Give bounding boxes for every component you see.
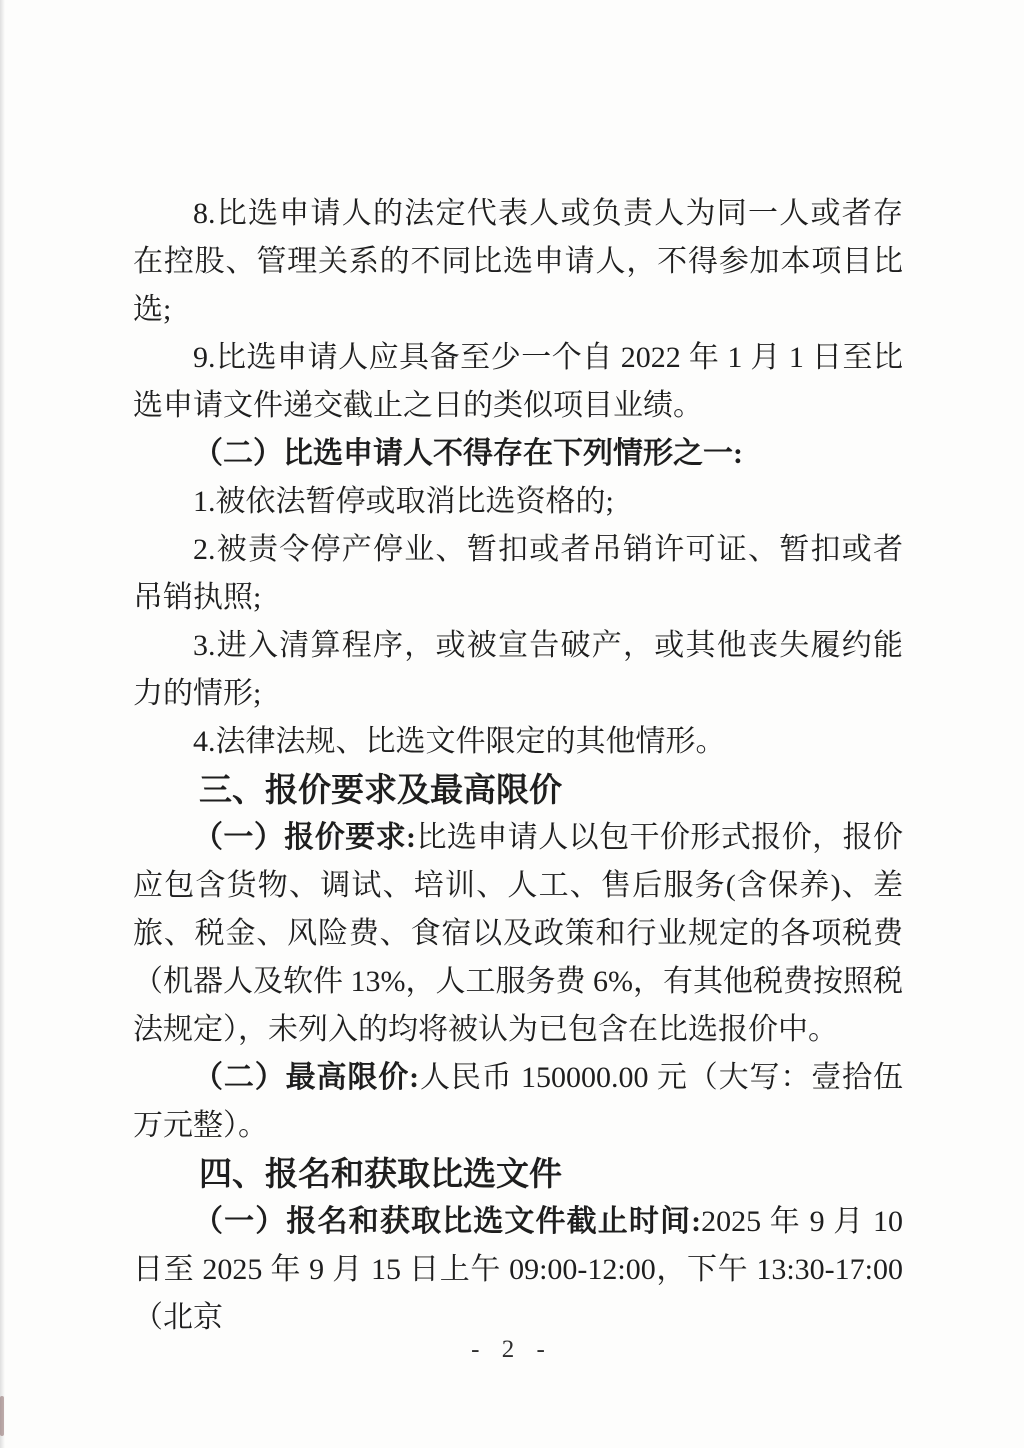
paragraph-text: 2.被责令停产停业、暂扣或者吊销许可证、暂扣或者吊销执照; [133, 533, 903, 614]
paragraph-text: 4.法律法规、比选文件限定的其他情形。 [193, 725, 726, 758]
registration-deadline-label: （一）报名和获取比选文件截止时间: [193, 1205, 702, 1238]
clause-item-9 [133, 334, 903, 430]
situation-item-2 [133, 526, 903, 622]
document-body [133, 190, 903, 1342]
quote-requirements-label: （一）报价要求: [193, 821, 417, 854]
paragraph-text: 9.比选申请人应具备至少一个自 2022 年 1 月 1 日至比选申请文件递交截止之日的类似项目业绩。 [133, 341, 903, 422]
paragraph-text: 1.被依法暂停或取消比选资格的; [193, 485, 614, 518]
max-price-label: （二）最高限价: [193, 1061, 420, 1094]
scan-edge-artifact [0, 0, 5, 1448]
section-heading-text: 四、报名和获取比选文件 [199, 1155, 562, 1192]
quote-requirements-paragraph [133, 814, 903, 1054]
section-3-heading [133, 766, 903, 814]
paragraph-text: 2025 年 9 月 10 日至 2025 年 9 月 15 日上午 09:00-12:00，下午 13:30-17:00（北京 [133, 1205, 903, 1334]
subsection-2-heading [133, 430, 903, 478]
paragraph-text: 3.进入清算程序，或被宣告破产，或其他丧失履约能力的情形; [133, 629, 903, 710]
subsection-heading-text: （二）比选申请人不得存在下列情形之一: [193, 437, 743, 470]
page-footer [0, 1336, 1024, 1364]
page-number: - 2 - [471, 1336, 553, 1363]
paragraph-text: 比选申请人以包干价形式报价，报价应包含货物、调试、培训、人工、售后服务(含保养)、差旅、税金、风险费、食宿以及政策和行业规定的各项税费（机器人及软件 13%，人工服务费 6%，有其他税费按照税法规定），未列入的均将被认为已包含在比选报价中。 [133, 821, 904, 1046]
max-price-paragraph [133, 1054, 903, 1150]
section-heading-text: 三、报价要求及最高限价 [199, 771, 562, 808]
scan-speck-artifact [0, 1396, 4, 1436]
clause-item-8 [133, 190, 903, 334]
paragraph-text: 人民币 150000.00 元（大写：壹拾伍万元整）。 [133, 1061, 903, 1142]
paragraph-text: 8.比选申请人的法定代表人或负责人为同一人或者存在控股、管理关系的不同比选申请人，不得参加本项目比选; [133, 197, 903, 326]
situation-item-3 [133, 622, 903, 718]
section-4-heading [133, 1150, 903, 1198]
situation-item-1 [133, 478, 903, 526]
registration-deadline-paragraph [133, 1198, 903, 1342]
situation-item-4 [133, 718, 903, 766]
